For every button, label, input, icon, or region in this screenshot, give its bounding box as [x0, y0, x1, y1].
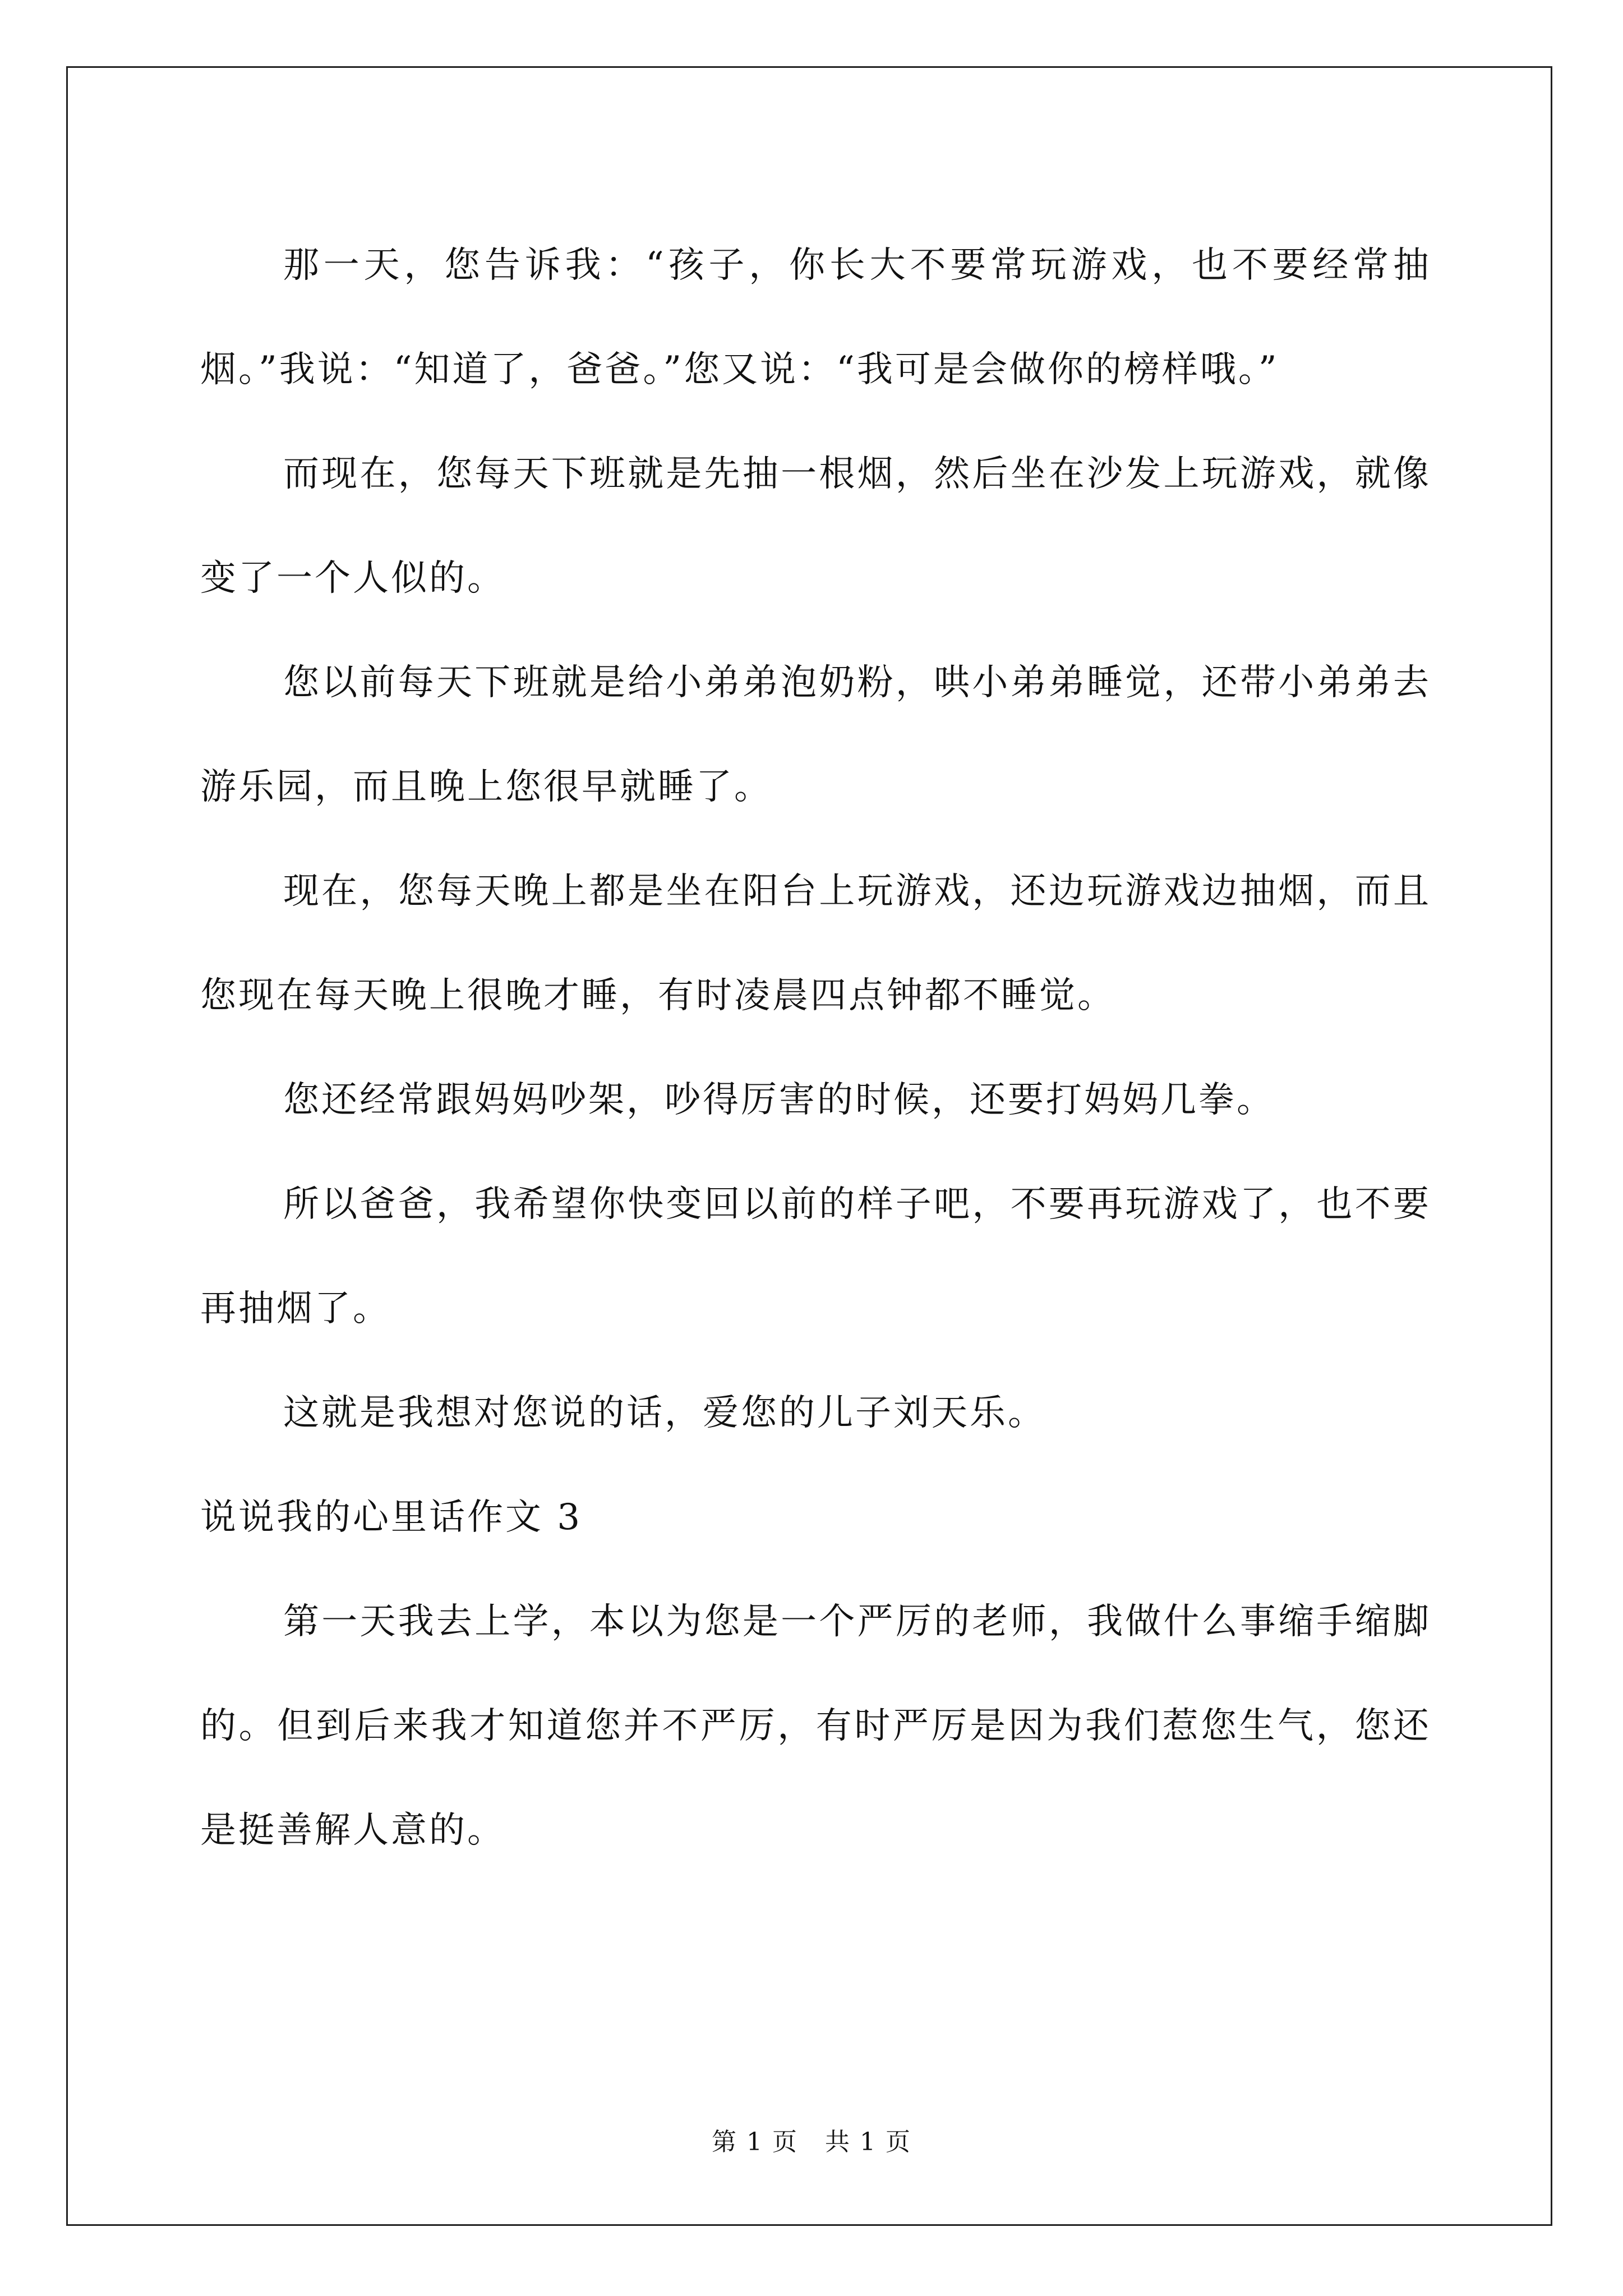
page-total: 共 1 页: [824, 2128, 911, 2156]
paragraph: 而现在，您每天下班就是先抽一根烟，然后坐在沙发上玩游戏，就像变了一个人似的。: [200, 453, 1431, 599]
section-title: 说说我的心里话作文 3: [200, 1497, 583, 1538]
page-number: 第 1 页: [712, 2128, 799, 2156]
paragraph: 您以前每天下班就是给小弟弟泡奶粉，哄小弟弟睡觉，还带小弟弟去游乐园，而且晚上您很早就睡了。: [200, 662, 1431, 808]
page-footer: [0, 2122, 1623, 2157]
document-body: [200, 213, 1431, 1883]
paragraph: 这就是我想对您说的话，爱您的儿子刘天乐。: [283, 1392, 1046, 1434]
paragraph: 您还经常跟妈妈吵架，吵得厉害的时候，还要打妈妈几拳。: [283, 1079, 1275, 1121]
paragraph: 第一天我去上学，本以为您是一个严厉的老师，我做什么事缩手缩脚的。但到后来我才知道您并不严厉，有时严厉是因为我们惹您生气，您还是挺善解人意的。: [200, 1601, 1431, 1851]
paragraph: 现在，您每天晚上都是坐在阳台上玩游戏，还边玩游戏边抽烟，而且您现在每天晚上很晚才睡，有时凌晨四点钟都不睡觉。: [200, 871, 1431, 1016]
paragraph: 所以爸爸，我希望你快变回以前的样子吧，不要再玩游戏了，也不要再抽烟了。: [200, 1184, 1431, 1329]
paragraph: 那一天，您告诉我：“孩子，你长大不要常玩游戏，也不要经常抽烟。”我说：“知道了，爸爸。”您又说：“我可是会做你的榜样哦。”: [200, 245, 1431, 390]
